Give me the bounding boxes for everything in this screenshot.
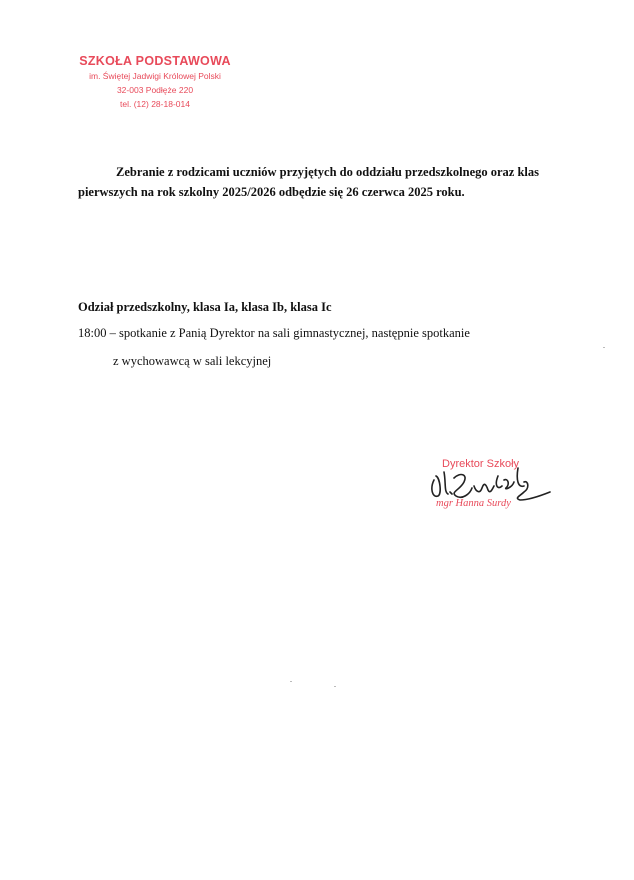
scan-speck [334,686,336,687]
stamp-patron: im. Świętej Jadwigi Królowej Polski [89,71,221,81]
signature-stamp-name: mgr Hanna Surdy [436,498,511,509]
stamp-address: 32-003 Podłęże 220 [116,85,194,95]
section-title: Odział przedszkolny, klasa Ia, klasa Ib, klasa Ic [78,300,332,314]
school-stamp [60,54,250,111]
signature-stamp-title: Dyrektor Szkoły [442,458,520,470]
meeting-details-line2: z wychowawcą w sali lekcyjnej [113,354,272,368]
stamp-phone: tel. (12) 28-18-014 [120,99,190,109]
stamp-school-name: SZKOŁA PODSTAWOWA [79,54,231,68]
handwritten-signature-icon [426,458,556,518]
scan-speck [290,681,292,682]
announcement-paragraph [78,162,558,202]
announcement-text: Zebranie z rodzicami uczniów przyjętych do oddziału przedszkolnego oraz klas pierwszych na rok szkolny 2025/2026 odbędzie się 26 czerwca 2025 roku. [78,165,540,199]
director-signature-block [426,458,556,518]
scan-speck [603,347,605,348]
meeting-details-line1: 18:00 – spotkanie z Panią Dyrektor na sali gimnastycznej, następnie spotkanie [78,326,470,340]
